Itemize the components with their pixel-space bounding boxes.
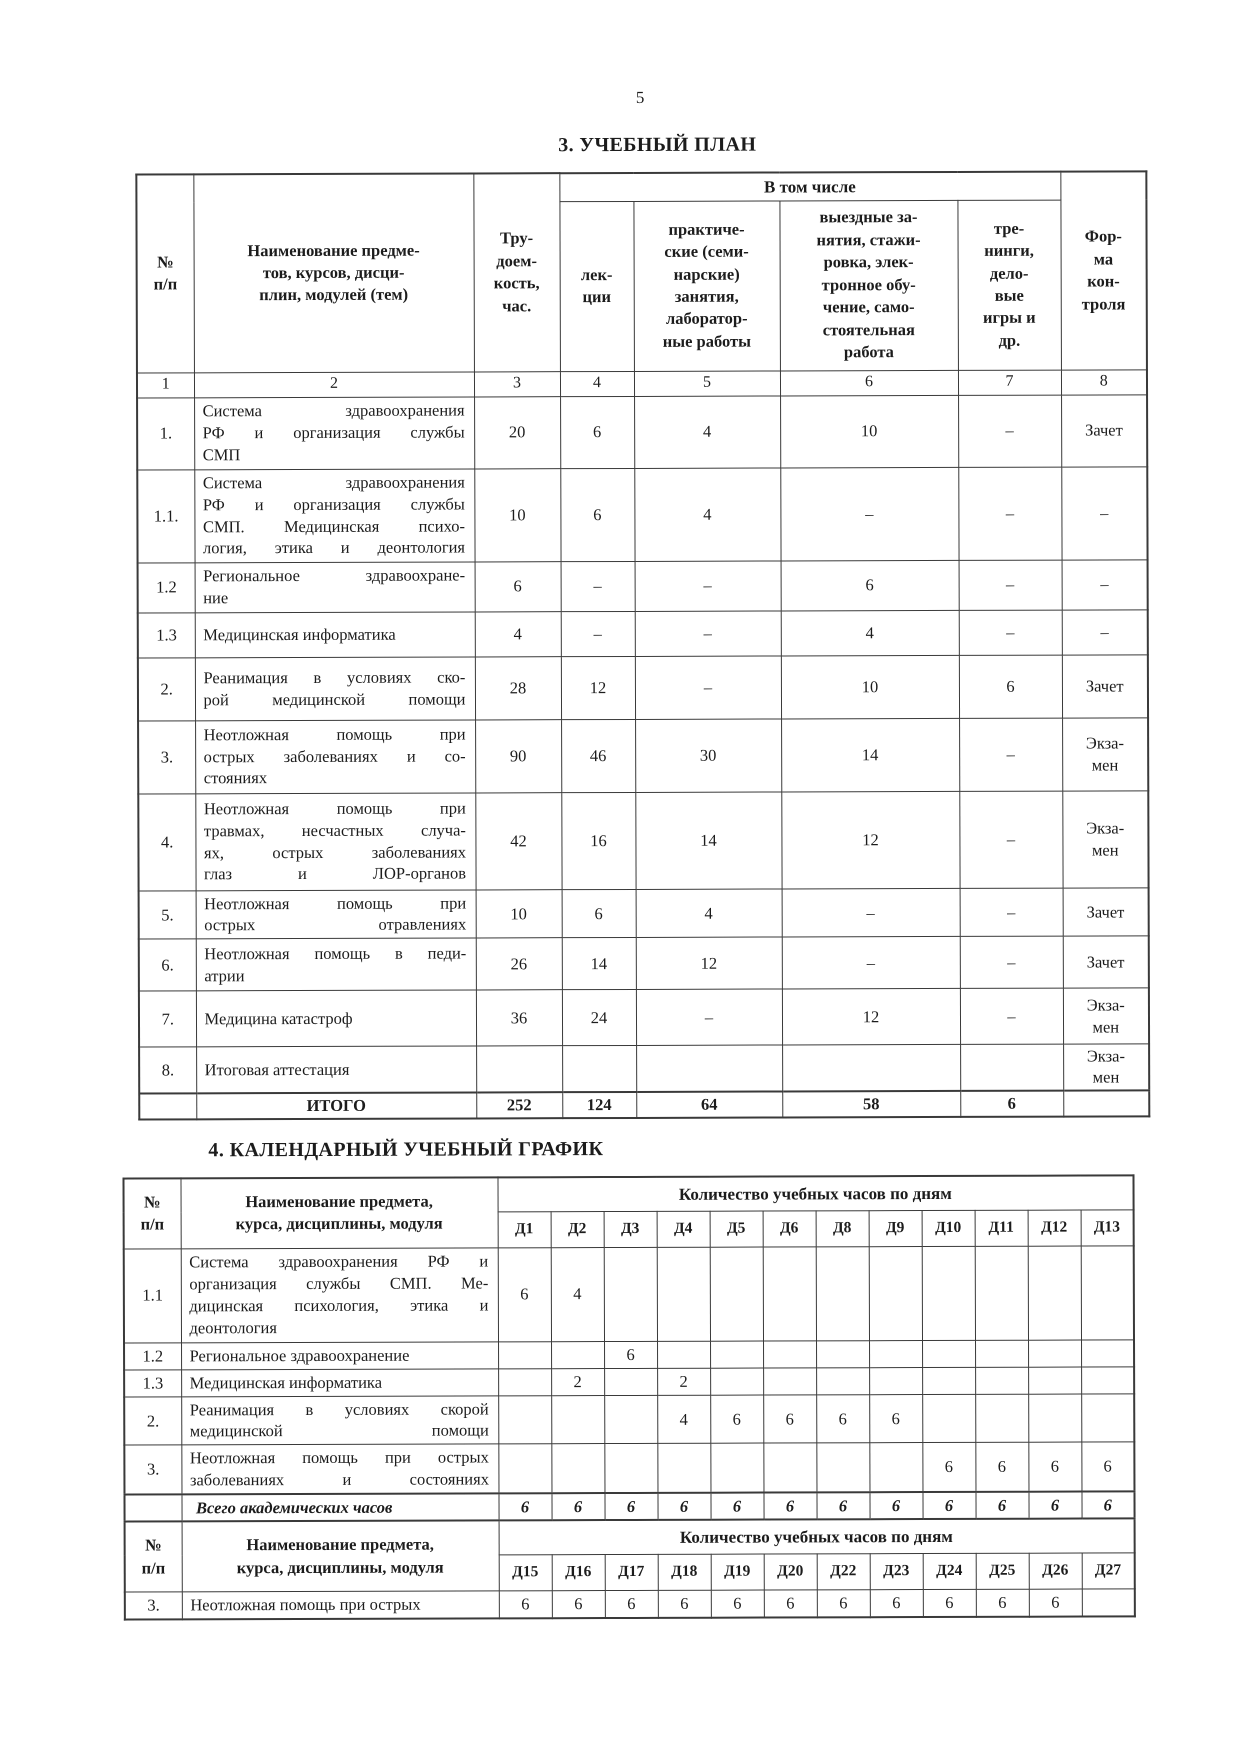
schedule-col-header-num-2: № п/п [125,1522,182,1592]
plan-col-header-lectures: лек- ции [559,201,634,371]
cell-offsite: 10 [781,655,959,719]
cell-day [498,1395,551,1444]
cell-hours: 90 [475,719,561,792]
day-header: Д2 [551,1211,604,1247]
cell-practice: 30 [635,718,781,791]
cell-hours: 36 [476,990,562,1046]
cell-num: 3. [125,1592,182,1620]
total-offsite: 58 [782,1091,960,1118]
plan-row [138,717,1148,793]
cell-day [498,1341,551,1368]
cell-day: 6 [499,1591,552,1619]
cell-control: Экза- мен [1063,988,1149,1044]
cell-offsite: – [782,888,960,937]
cell-num: 3. [138,720,195,793]
cell-hours: 10 [474,468,560,561]
cell-practice: 4 [634,467,780,560]
total-trainings: 6 [960,1091,1063,1117]
cell-day [816,1340,869,1367]
plan-row [138,790,1148,890]
cell-day [1081,1366,1134,1393]
cell-lectures: 24 [562,989,636,1045]
cell-practice: – [635,560,781,610]
cell-day: 6 [764,1590,817,1618]
cell-day: 6 [817,1590,870,1618]
schedule-total-row [124,1491,1134,1522]
cell-lectures: 6 [560,396,634,468]
cell-day [657,1443,710,1492]
cell-offsite: 12 [782,988,960,1045]
cell-practice: – [636,989,782,1045]
day-header: Д4 [657,1211,710,1247]
cell-practice: – [635,655,781,718]
cell-offsite [782,1044,960,1091]
cell-practice: 4 [634,395,780,467]
day-header: Д3 [604,1211,657,1247]
schedule-col-header-name-2: Наименование предмета, курса, дисциплины, модуля [182,1521,499,1592]
cell-day [816,1367,869,1394]
col-index: 2 [194,371,474,397]
cell-lectures: 12 [561,656,635,719]
cell-name: Региональное здравоохранение [181,1341,498,1369]
cell-control: Зачет [1063,936,1149,988]
cell-day [1081,1339,1134,1366]
cell-control: Зачет [1063,887,1149,936]
plan-column-index-row [137,369,1147,397]
cell-trainings: – [960,988,1063,1044]
cell-day: 6 [816,1394,869,1443]
day-header: Д26 [1029,1553,1082,1589]
cell-day [710,1368,763,1395]
plan-row [139,1044,1149,1094]
schedule-row [124,1339,1134,1369]
cell-day [816,1246,869,1340]
plan-row [138,654,1148,720]
cell-day: 6 [975,1442,1028,1491]
day-header: Д20 [764,1554,817,1590]
cell-control: Экза- мен [1062,790,1148,887]
cell-day [975,1340,1028,1367]
cell-lectures: 16 [561,792,635,889]
cell-day [551,1444,604,1493]
plan-row [139,936,1149,991]
cell-day: 6 [1028,1442,1081,1491]
cell-day [1028,1246,1081,1340]
cell-lectures: – [561,611,635,656]
cell-trainings: 6 [959,655,1062,718]
day-header: Д24 [923,1553,976,1589]
cell-day [604,1395,657,1444]
cell-num: 1.3 [138,612,195,657]
cell-name: Реанимация в условиях скорой медицинской помощи [181,1395,498,1445]
day-header: Д1 [498,1211,551,1247]
cell-control: – [1062,559,1148,609]
cell-lectures: – [561,561,635,611]
cell-control: Зачет [1061,394,1147,466]
total-control [1063,1090,1149,1116]
cell-name: Система здравоохранения РФ и организация службы СМП. Ме- дицинская психология, этика и деонтология [181,1247,498,1342]
cell-practice [636,1045,782,1092]
cell-trainings: – [959,791,1062,888]
plan-row [137,466,1147,562]
cell-num: 5. [139,890,196,939]
day-header: Д11 [975,1210,1028,1246]
cell-control: – [1062,609,1148,654]
cell-day [498,1368,551,1395]
cell-day [657,1247,710,1341]
schedule-group-header-2: Количество учебных часов по дням [499,1519,1135,1555]
total-day: 6 [498,1493,551,1521]
plan-row [137,394,1147,469]
cell-day: 6 [711,1590,764,1618]
cell-trainings: – [958,467,1061,560]
plan-title: 3. УЧЕБНЫЙ ПЛАН [558,133,757,157]
cell-day [869,1340,922,1367]
day-header: Д18 [658,1554,711,1590]
plan-col-header-hours: Тру- доем- кость, час. [473,173,560,371]
schedule-row [124,1442,1134,1494]
cell-lectures: 6 [562,889,636,938]
day-header: Д5 [710,1211,763,1247]
cell-day [922,1246,975,1340]
day-header: Д8 [816,1210,869,1246]
page-number: 5 [635,87,645,107]
cell-day [710,1443,763,1492]
cell-day [922,1394,975,1443]
cell-empty [124,1494,181,1522]
day-header: Д19 [711,1554,764,1590]
cell-day [975,1367,1028,1394]
cell-num: 7. [139,991,196,1047]
schedule-row [124,1245,1134,1342]
cell-day [1082,1589,1135,1617]
cell-day: 6 [870,1589,923,1617]
schedule-row [124,1393,1134,1445]
cell-day: 6 [552,1590,605,1618]
total-day: 6 [657,1492,710,1520]
schedule-title: 4. КАЛЕНДАРНЫЙ УЧЕБНЫЙ ГРАФИК [208,1138,604,1162]
plan-col-header-practice: практиче- ские (семи- нарские) занятия, лаборатор- ные работы [633,200,780,370]
total-day: 6 [551,1493,604,1521]
cell-num: 1.2 [138,562,195,612]
cell-day [816,1443,869,1492]
cell-hours [476,1046,562,1093]
schedule-col-header-name: Наименование предмета, курса, дисциплины, модуля [180,1177,497,1248]
plan-total-row [139,1090,1149,1119]
cell-day [551,1341,604,1368]
cell-day [922,1340,975,1367]
cell-trainings: – [959,610,1062,655]
day-header: Д16 [552,1554,605,1590]
cell-trainings: – [960,888,1063,937]
total-hours: 252 [476,1092,562,1118]
cell-day [763,1367,816,1394]
cell-num: 3. [124,1445,181,1494]
cell-name: Система здравоохранения РФ и организация службы СМП [194,396,474,469]
cell-num: 6. [139,939,196,991]
cell-control: – [1061,466,1147,559]
cell-name: Неотложная помощь при острых заболеваниях и со- стояниях [195,719,475,793]
plan-col-header-offsite: выездные за- нятия, стажи- ровка, элек- тронное обу- чение, само- стоятельная работа [779,200,958,371]
cell-control: Зачет [1062,654,1148,717]
cell-day: 2 [657,1368,710,1395]
cell-day: 6 [976,1589,1029,1617]
col-index: 7 [958,370,1061,395]
col-index: 4 [560,371,634,396]
cell-day [710,1247,763,1341]
plan-row [138,609,1148,657]
total-day: 6 [975,1491,1028,1519]
cell-day [1081,1393,1134,1442]
cell-lectures: 14 [562,937,636,989]
cell-name: Медицинская информатика [195,611,475,657]
cell-name: Неотложная помощь при острых отравлениях [196,889,476,938]
total-lectures: 124 [562,1092,636,1118]
cell-hours: 42 [475,792,561,889]
total-day: 6 [816,1492,869,1520]
cell-day [763,1340,816,1367]
cell-name: Реанимация в условиях ско- рой медицинской помощи [195,656,475,720]
cell-empty [139,1093,196,1119]
cell-day [922,1367,975,1394]
cell-day: 4 [657,1395,710,1444]
cell-day: 6 [710,1395,763,1444]
cell-day: 6 [1029,1589,1082,1617]
cell-trainings: – [960,936,1063,988]
day-header: Д27 [1082,1553,1135,1589]
cell-day [763,1443,816,1492]
day-header: Д25 [976,1553,1029,1589]
plan-col-header-trainings: тре- нинги, дело- вые игры и др. [957,200,1061,370]
cell-num: 2. [124,1396,181,1445]
total-day: 6 [922,1491,975,1519]
schedule-table [122,1174,1135,1621]
col-index: 5 [634,370,780,395]
cell-day [975,1394,1028,1443]
cell-name: Региональное здравоохране- ние [195,561,475,612]
cell-trainings: – [959,718,1062,791]
cell-name: Неотложная помощь в педи- атрии [196,938,476,991]
plan-col-header-num: № п/п [136,174,194,372]
schedule-row [124,1366,1134,1396]
cell-day [1028,1394,1081,1443]
cell-day: 6 [922,1442,975,1491]
cell-name: Неотложная помощь при травмах, несчастных случа- ях, острых заболеваниях глаз и ЛОР-органов [195,792,475,890]
cell-lectures [562,1045,636,1092]
cell-day: 6 [923,1589,976,1617]
schedule-group-header: Количество учебных часов по дням [497,1175,1133,1211]
cell-day: 6 [605,1590,658,1618]
cell-hours: 20 [474,396,560,468]
cell-num: 1. [137,397,194,469]
total-day: 6 [1028,1491,1081,1519]
cell-day [1028,1367,1081,1394]
plan-row [139,887,1149,939]
cell-day [604,1247,657,1341]
cell-offsite: – [782,936,960,989]
cell-day: 6 [869,1394,922,1443]
cell-control: Экза- мен [1063,1044,1149,1091]
cell-trainings: – [959,560,1062,610]
total-day: 6 [1081,1491,1134,1519]
cell-hours: 26 [476,938,562,990]
cell-lectures: 46 [561,719,635,792]
cell-name: Неотложная помощь при острых заболеваниях и состояниях [181,1444,498,1494]
day-header: Д22 [817,1554,870,1590]
total-day: 6 [710,1492,763,1520]
col-index: 3 [474,371,560,396]
total-label: ИТОГО [196,1092,476,1119]
col-index: 6 [780,370,958,396]
cell-day: 2 [551,1368,604,1395]
cell-day [869,1246,922,1340]
total-practice: 64 [636,1091,782,1117]
cell-day [869,1367,922,1394]
cell-practice: 4 [636,888,782,937]
cell-num: 1.3 [124,1369,181,1396]
cell-offsite: 10 [780,395,958,468]
total-day: 6 [869,1492,922,1520]
cell-day: 6 [498,1247,551,1341]
cell-day [710,1341,763,1368]
cell-num: 8. [139,1047,196,1094]
cell-day [975,1246,1028,1340]
day-header: Д13 [1081,1209,1134,1245]
cell-day: 6 [763,1394,816,1443]
cell-hours: 6 [475,561,561,611]
col-index: 8 [1061,369,1147,394]
cell-practice: 12 [636,937,782,989]
cell-practice: – [635,610,781,655]
plan-col-header-control: Фор- ма кон- троля [1060,171,1147,369]
cell-hours: 4 [475,611,561,656]
cell-trainings: – [958,395,1061,467]
cell-day [498,1444,551,1493]
schedule-col-header-num: № п/п [123,1178,180,1248]
cell-offsite: 12 [781,791,959,889]
cell-day [1028,1340,1081,1367]
plan-row [138,559,1148,612]
cell-lectures: 6 [560,468,634,561]
cell-trainings [960,1044,1063,1091]
cell-hours: 28 [475,656,561,719]
cell-day [763,1246,816,1340]
day-header: Д9 [869,1210,922,1246]
day-header: Д12 [1028,1210,1081,1246]
cell-offsite: 6 [781,560,959,611]
plan-col-header-name: Наименование предме- тов, курсов, дисци- плин, модулей (тем) [193,173,474,372]
cell-name: Итоговая аттестация [196,1046,476,1093]
day-header: Д17 [605,1554,658,1590]
total-day: 6 [763,1492,816,1520]
total-day: 6 [604,1492,657,1520]
plan-group-header: В том числе [559,172,1060,202]
cell-name: Медицинская информатика [181,1368,498,1396]
cell-day [1081,1245,1134,1339]
cell-num: 1.1 [124,1248,181,1342]
cell-offsite: 4 [781,610,959,656]
day-header: Д6 [763,1210,816,1246]
cell-num: 1.2 [124,1342,181,1369]
cell-offsite: – [780,467,958,561]
cell-day [551,1395,604,1444]
cell-name: Система здравоохранения РФ и организация службы СМП. Медицинская психо- логия, этика и деонтология [194,468,474,562]
cell-day: 6 [604,1341,657,1368]
day-header: Д15 [499,1555,552,1591]
col-index: 1 [137,372,194,397]
cell-num: 1.1. [137,469,194,562]
day-header: Д10 [922,1210,975,1246]
plan-table [135,170,1150,1120]
cell-num: 2. [138,657,195,720]
schedule-row [125,1589,1135,1620]
cell-num: 4. [138,793,195,890]
plan-row [139,988,1149,1047]
cell-name: Медицина катастроф [196,990,476,1047]
cell-day: 4 [551,1247,604,1341]
cell-hours: 10 [476,889,562,938]
cell-name: Неотложная помощь при острых [182,1591,499,1620]
cell-offsite: 14 [781,718,959,792]
cell-day: 6 [658,1590,711,1618]
cell-day [604,1443,657,1492]
cell-practice: 14 [635,791,781,888]
cell-day [604,1368,657,1395]
cell-day [657,1341,710,1368]
cell-day: 6 [1081,1442,1134,1491]
cell-control: Экза- мен [1062,717,1148,790]
schedule-total-label: Всего академических часов [181,1493,498,1522]
cell-day [869,1443,922,1492]
day-header: Д23 [870,1553,923,1589]
